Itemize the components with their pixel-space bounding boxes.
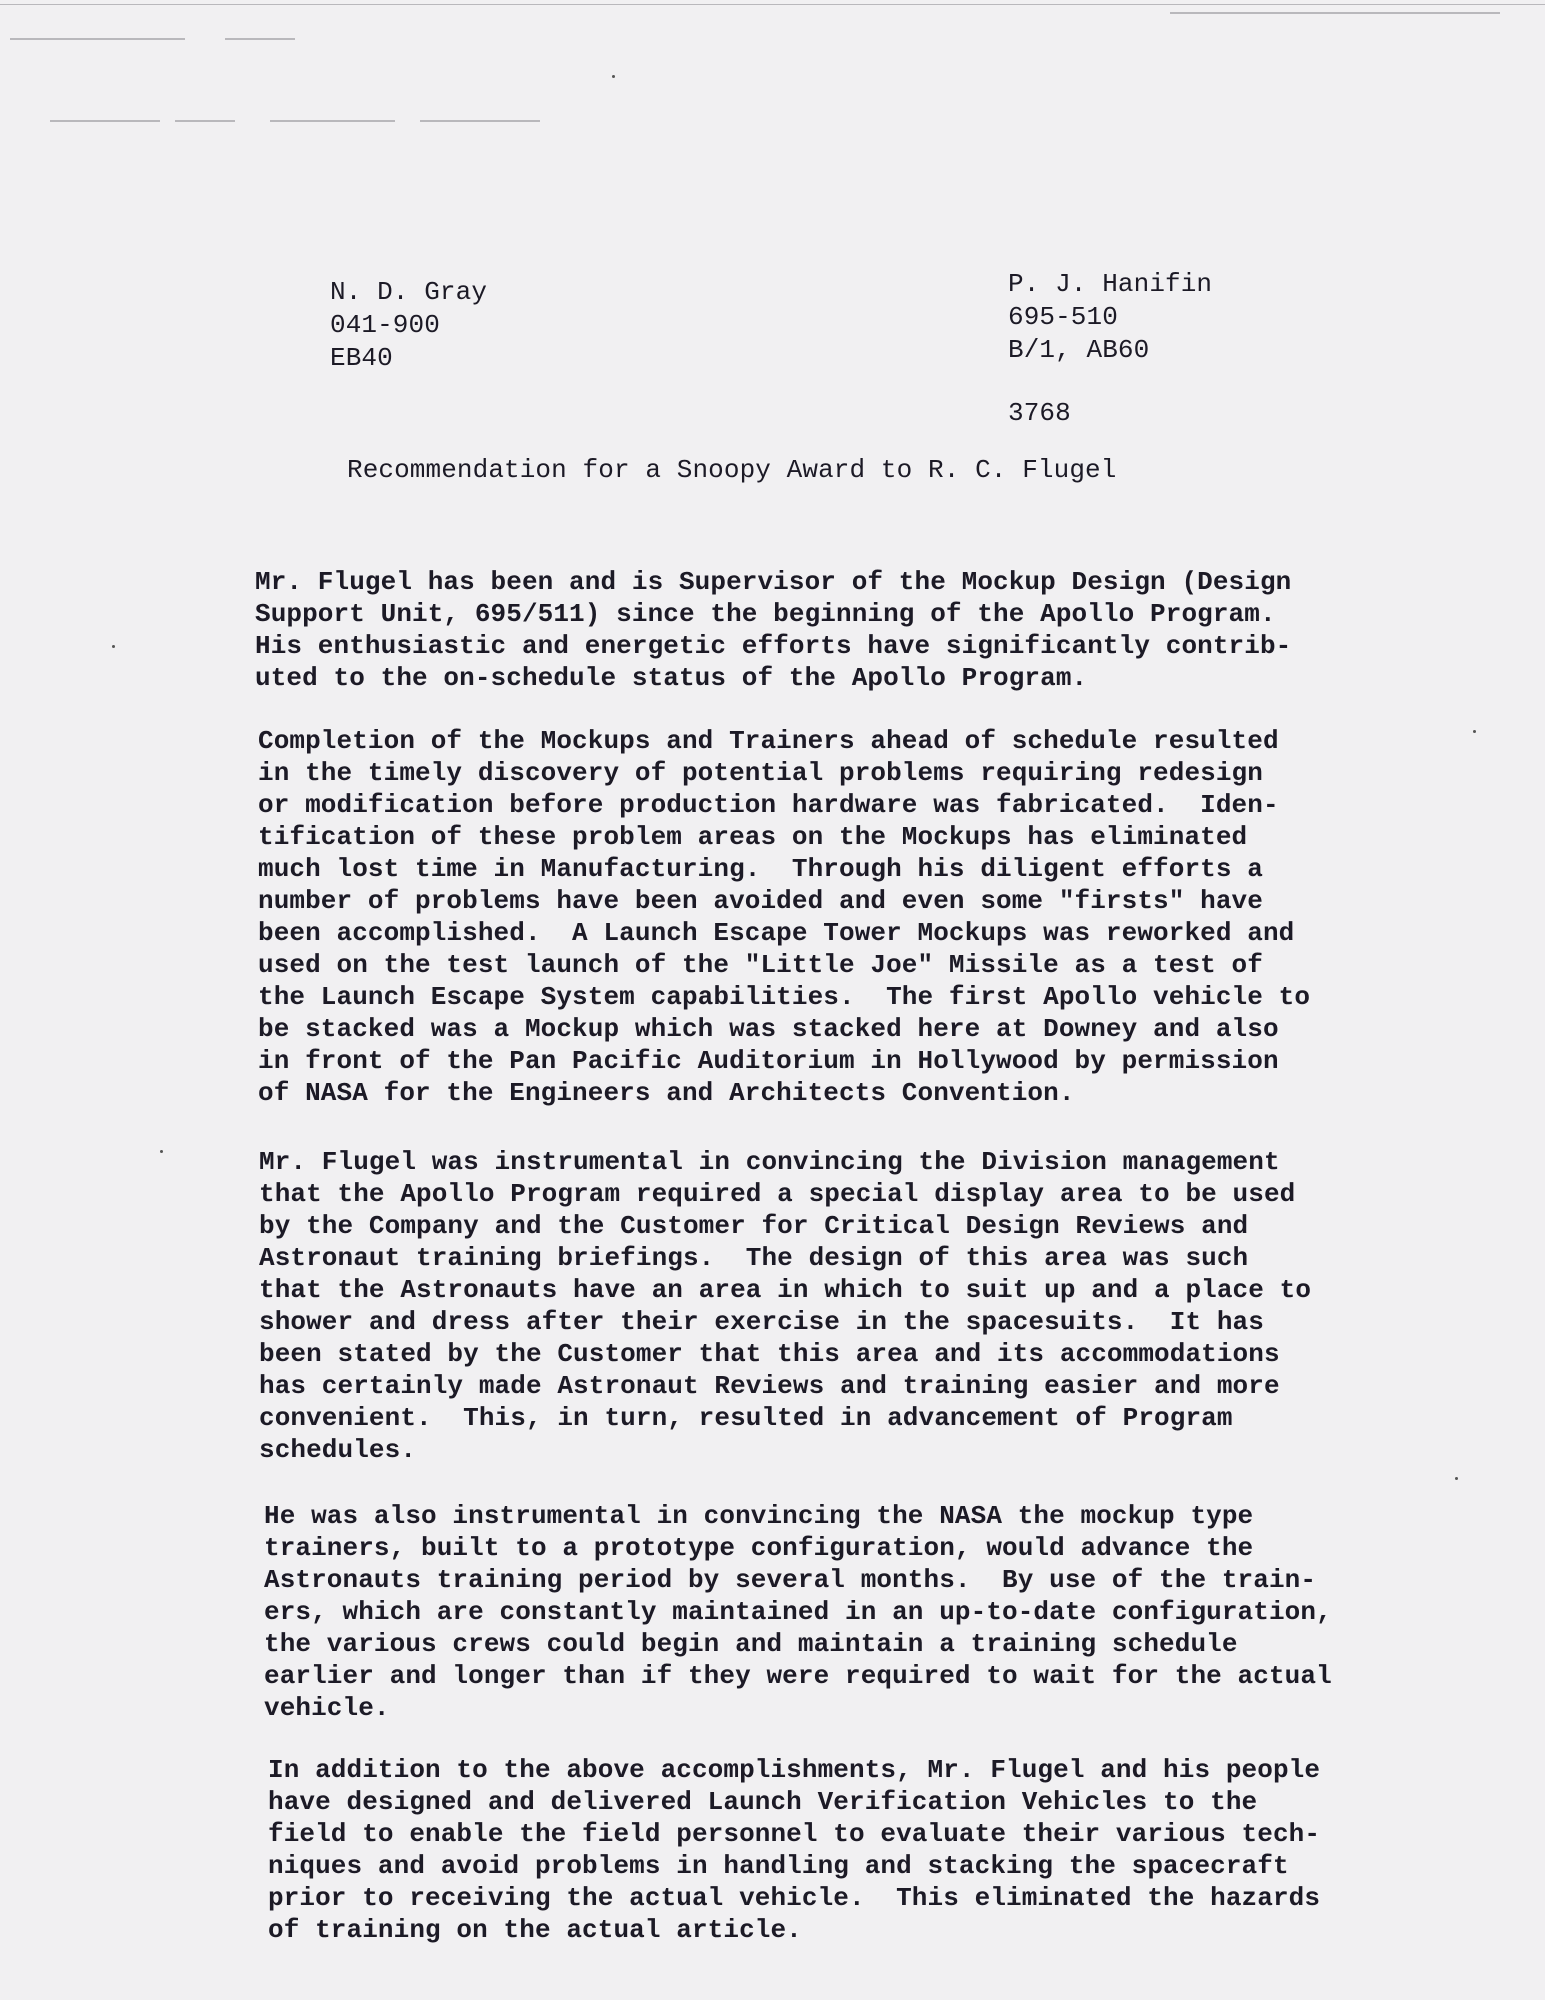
text-line: He was also instrumental in convincing the NASA the mockup type [264, 1501, 1254, 1531]
body-paragraph [264, 1500, 1332, 1724]
text-line: much lost time in Manufacturing. Through his diligent efforts a [258, 854, 1263, 884]
scan-line [10, 38, 185, 40]
from-block [330, 276, 487, 375]
text-line: field to enable the field personnel to evaluate their various tech- [268, 1819, 1321, 1849]
text-line: in the timely discovery of potential problems requiring redesign [258, 758, 1263, 788]
body-paragraph [268, 1754, 1320, 1946]
text-line: uted to the on-schedule status of the Apollo Program. [255, 663, 1088, 693]
text-line: Astronauts training period by several months. By use of the train- [264, 1565, 1317, 1595]
text-line: been stated by the Customer that this area and its accommodations [259, 1339, 1280, 1369]
text-line: ers, which are constantly maintained in an up-to-date configuration, [264, 1597, 1332, 1627]
text-line: vehicle. [264, 1693, 390, 1723]
text-line: that the Apollo Program required a special display area to be used [259, 1179, 1296, 1209]
text-line: Support Unit, 695/511) since the beginning of the Apollo Program. [255, 599, 1276, 629]
speck [112, 645, 115, 648]
scan-line [225, 38, 295, 40]
from-location: EB40 [330, 343, 393, 373]
text-line: In addition to the above accomplishments, Mr. Flugel and his people [268, 1755, 1321, 1785]
text-line: be stacked was a Mockup which was stacked here at Downey and also [258, 1014, 1279, 1044]
scan-line [50, 120, 160, 122]
scan-line [270, 120, 395, 122]
from-dept: 041-900 [330, 310, 440, 340]
scan-line [420, 120, 540, 122]
text-line: His enthusiastic and energetic efforts have significantly contrib- [255, 631, 1292, 661]
text-line: shower and dress after their exercise in the spacesuits. It has [259, 1307, 1264, 1337]
scan-line [0, 4, 1545, 5]
speck [1473, 730, 1476, 733]
to-location: B/1, AB60 [1008, 335, 1150, 365]
text-line: Astronaut training briefings. The design of this area was such [259, 1243, 1249, 1273]
speck [1455, 1477, 1458, 1480]
text-line: of training on the actual article. [268, 1915, 802, 1945]
subject-line: Recommendation for a Snoopy Award to R. C. Flugel [347, 455, 1117, 485]
to-dept: 695-510 [1008, 302, 1118, 332]
text-line: the various crews could begin and maintain a training schedule [264, 1629, 1238, 1659]
body-paragraph [259, 1146, 1311, 1466]
text-line: in front of the Pan Pacific Auditorium in Hollywood by permission [258, 1046, 1279, 1076]
scan-line [1170, 12, 1500, 14]
text-line: Completion of the Mockups and Trainers ahead of schedule resulted [258, 726, 1279, 756]
speck [612, 75, 615, 78]
text-line: schedules. [259, 1435, 417, 1465]
to-name: P. J. Hanifin [1008, 269, 1213, 299]
to-ext: 3768 [1008, 398, 1071, 428]
speck [160, 1150, 163, 1153]
to-block [1008, 268, 1212, 430]
text-line: used on the test launch of the "Little Joe" Missile as a test of [258, 950, 1263, 980]
text-line: convenient. This, in turn, resulted in advancement of Program [259, 1403, 1233, 1433]
text-line: number of problems have been avoided and even some "firsts" have [258, 886, 1263, 916]
text-line: Mr. Flugel was instrumental in convincing the Division management [259, 1147, 1280, 1177]
scan-line [175, 120, 235, 122]
text-line: have designed and delivered Launch Verification Vehicles to the [268, 1787, 1258, 1817]
text-line: of NASA for the Engineers and Architects Convention. [258, 1078, 1075, 1108]
text-line: or modification before production hardware was fabricated. Iden- [258, 790, 1279, 820]
body-paragraph [258, 725, 1310, 1109]
text-line: niques and avoid problems in handling and stacking the spacecraft [268, 1851, 1289, 1881]
text-line: tification of these problem areas on the Mockups has eliminated [258, 822, 1248, 852]
text-line: trainers, built to a prototype configuration, would advance the [264, 1533, 1254, 1563]
text-line: the Launch Escape System capabilities. The first Apollo vehicle to [258, 982, 1311, 1012]
text-line: prior to receiving the actual vehicle. This eliminated the hazards [268, 1883, 1321, 1913]
text-line: by the Company and the Customer for Critical Design Reviews and [259, 1211, 1249, 1241]
text-line: that the Astronauts have an area in which to suit up and a place to [259, 1275, 1312, 1305]
from-name: N. D. Gray [330, 277, 488, 307]
text-line: Mr. Flugel has been and is Supervisor of the Mockup Design (Design [255, 567, 1292, 597]
text-line: been accomplished. A Launch Escape Tower Mockups was reworked and [258, 918, 1295, 948]
body-paragraph [255, 566, 1291, 694]
text-line: has certainly made Astronaut Reviews and training easier and more [259, 1371, 1280, 1401]
text-line: earlier and longer than if they were required to wait for the actual [264, 1661, 1332, 1691]
